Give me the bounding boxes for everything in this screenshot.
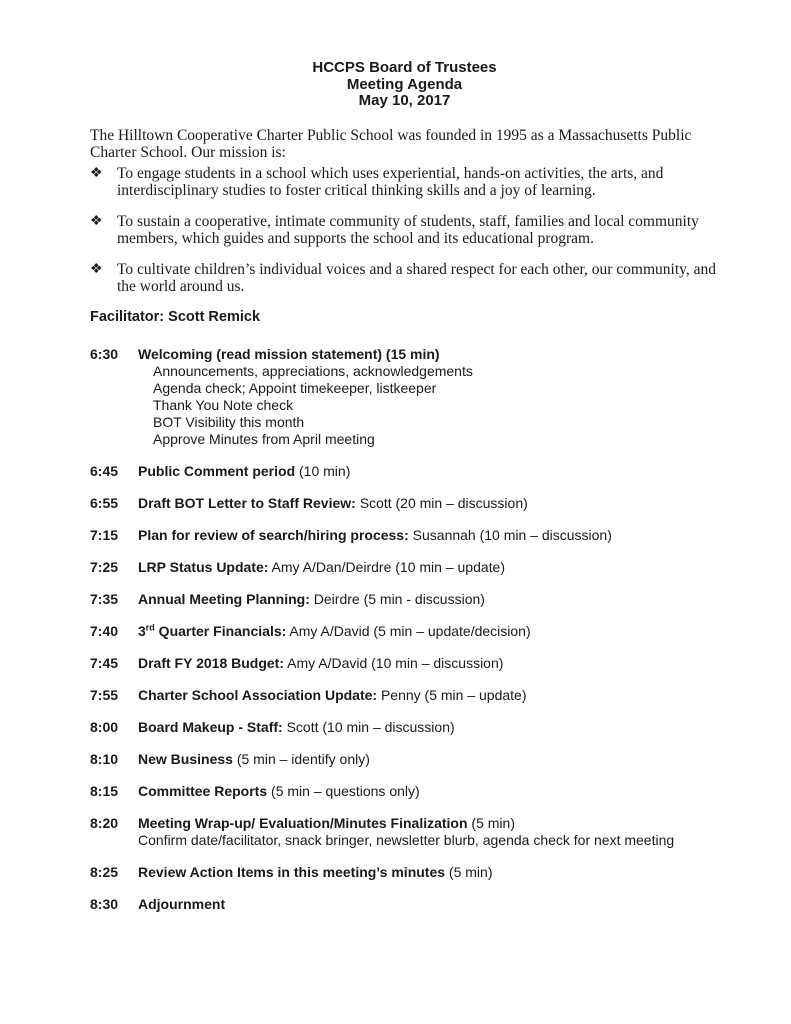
agenda-time: 8:00	[90, 718, 119, 735]
agenda-title: New Business	[138, 750, 233, 767]
agenda-title-line	[138, 815, 719, 832]
agenda-time: 6:45	[90, 462, 119, 479]
agenda-title-line	[138, 559, 719, 576]
agenda-list	[90, 346, 719, 913]
agenda-content	[130, 591, 719, 608]
agenda-content	[130, 751, 719, 768]
agenda-title: Welcoming (read mission statement) (15 min)	[138, 345, 440, 362]
agenda-item	[90, 655, 719, 672]
agenda-time: 7:25	[90, 558, 119, 575]
agenda-title: Charter School Association Update:	[138, 686, 378, 703]
agenda-item	[90, 495, 719, 512]
agenda-detail: (5 min – questions only)	[267, 782, 420, 799]
agenda-item	[90, 815, 719, 849]
agenda-title-line	[138, 591, 719, 608]
agenda-subline: Agenda check; Appoint timekeeper, listkeeper	[153, 379, 437, 396]
agenda-detail: (5 min – identify only)	[232, 750, 370, 767]
agenda-time: 7:40	[90, 622, 119, 639]
diamond-bullet-icon: ❖	[90, 213, 103, 229]
agenda-title-line	[138, 896, 719, 913]
agenda-content	[130, 815, 719, 849]
agenda-time: 8:30	[90, 895, 119, 912]
mission-bullet-text: To sustain a cooperative, intimate community of students, staff, families and local community members, which guides and supports the school and its educational program.	[117, 212, 699, 247]
agenda-content	[130, 495, 719, 512]
agenda-subline: Confirm date/facilitator, snack bringer, newsletter blurb, agenda check for next meeting	[138, 831, 675, 848]
agenda-subline: Announcements, appreciations, acknowledgements	[153, 362, 473, 379]
agenda-title: LRP Status Update:	[138, 558, 269, 575]
agenda-subline: Approve Minutes from April meeting	[153, 430, 375, 447]
agenda-detail: (10 min)	[295, 462, 351, 479]
mission-bullet-item	[90, 261, 719, 296]
agenda-title: 3	[138, 622, 146, 639]
agenda-title-line	[138, 655, 719, 672]
mission-bullet-item	[90, 165, 719, 200]
agenda-title-line	[138, 719, 719, 736]
agenda-title: Quarter Financials:	[154, 622, 287, 639]
agenda-title: Review Action Items in this meeting’s minutes	[138, 863, 446, 880]
agenda-title-line	[138, 527, 719, 544]
agenda-detail: (5 min)	[445, 863, 493, 880]
agenda-title-line	[138, 623, 719, 640]
doc-title: HCCPS Board of Trustees	[312, 59, 497, 76]
agenda-content	[130, 623, 719, 640]
agenda-item	[90, 719, 719, 736]
agenda-content	[130, 864, 719, 881]
agenda-item	[90, 591, 719, 608]
agenda-title-line	[138, 346, 719, 363]
mission-bullet-item	[90, 213, 719, 248]
agenda-time: 8:25	[90, 863, 119, 880]
agenda-item	[90, 346, 719, 448]
agenda-time: 6:55	[90, 494, 119, 511]
agenda-title: Draft FY 2018 Budget:	[138, 654, 284, 671]
document-header	[90, 60, 719, 110]
agenda-content	[130, 346, 719, 448]
facilitator-line: Facilitator: Scott Remick	[90, 308, 261, 325]
agenda-time: 6:30	[90, 345, 119, 362]
agenda-item	[90, 559, 719, 576]
agenda-content	[130, 896, 719, 913]
agenda-title-line	[138, 864, 719, 881]
agenda-time: 7:45	[90, 654, 119, 671]
ordinal-superscript	[146, 622, 155, 632]
agenda-item	[90, 527, 719, 544]
agenda-title: Plan for review of search/hiring process:	[138, 526, 409, 543]
agenda-time: 7:55	[90, 686, 119, 703]
agenda-detail: Scott (10 min – discussion)	[282, 718, 455, 735]
agenda-title: Draft BOT Letter to Staff Review:	[138, 494, 356, 511]
mission-bullet-list	[90, 165, 719, 296]
agenda-detail: Amy A/David (10 min – discussion)	[284, 654, 504, 671]
agenda-time: 7:15	[90, 526, 119, 543]
agenda-title-line	[138, 783, 719, 800]
agenda-detail: Amy A/Dan/Deirdre (10 min – update)	[268, 558, 505, 575]
agenda-title: Committee Reports	[138, 782, 268, 799]
agenda-time: 8:15	[90, 782, 119, 799]
ordinal-superscript-text: rd	[145, 621, 155, 632]
intro-paragraph: The Hilltown Cooperative Charter Public School was founded in 1995 as a Massachusetts Public Charter School. Our mission is:	[90, 126, 692, 161]
agenda-title-line	[138, 751, 719, 768]
agenda-content	[130, 719, 719, 736]
agenda-time: 7:35	[90, 590, 119, 607]
agenda-item	[90, 864, 719, 881]
agenda-content	[130, 559, 719, 576]
agenda-item	[90, 783, 719, 800]
agenda-content	[130, 687, 719, 704]
agenda-item	[90, 687, 719, 704]
agenda-title: Annual Meeting Planning:	[138, 590, 310, 607]
agenda-content	[130, 527, 719, 544]
agenda-detail: Penny (5 min – update)	[377, 686, 527, 703]
agenda-title-line	[138, 463, 719, 480]
agenda-content	[130, 655, 719, 672]
agenda-time: 8:20	[90, 814, 119, 831]
agenda-subline: Thank You Note check	[153, 396, 294, 413]
agenda-detail: Amy A/David (5 min – update/decision)	[286, 622, 531, 639]
agenda-title: Meeting Wrap-up/ Evaluation/Minutes Finalization	[138, 814, 468, 831]
agenda-content	[130, 783, 719, 800]
diamond-bullet-icon: ❖	[90, 165, 103, 181]
agenda-title: Board Makeup - Staff:	[138, 718, 283, 735]
agenda-item	[90, 896, 719, 913]
agenda-detail: Deirdre (5 min - discussion)	[309, 590, 485, 607]
doc-subtitle: Meeting Agenda	[346, 75, 463, 93]
agenda-item	[90, 623, 719, 640]
agenda-detail: Susannah (10 min – discussion)	[408, 526, 612, 543]
diamond-bullet-icon: ❖	[90, 261, 103, 277]
agenda-detail: Scott (20 min – discussion)	[355, 494, 528, 511]
agenda-content	[130, 463, 719, 480]
agenda-time: 8:10	[90, 750, 119, 767]
agenda-title-line	[138, 495, 719, 512]
agenda-item	[90, 463, 719, 480]
agenda-title: Public Comment period	[138, 462, 296, 479]
mission-bullet-text: To engage students in a school which uses experiential, hands-on activities, the arts, and interdisciplinary studies to foster critical thinking skills and a joy of learning.	[117, 164, 664, 199]
agenda-subline: BOT Visibility this month	[153, 413, 305, 430]
agenda-detail: (5 min)	[467, 814, 515, 831]
agenda-title-line	[138, 687, 719, 704]
mission-bullet-text: To cultivate children’s individual voices and a shared respect for each other, our community, and the world around us.	[117, 260, 717, 295]
doc-date: May 10, 2017	[358, 92, 451, 109]
agenda-title: Adjournment	[138, 895, 226, 912]
agenda-item	[90, 751, 719, 768]
